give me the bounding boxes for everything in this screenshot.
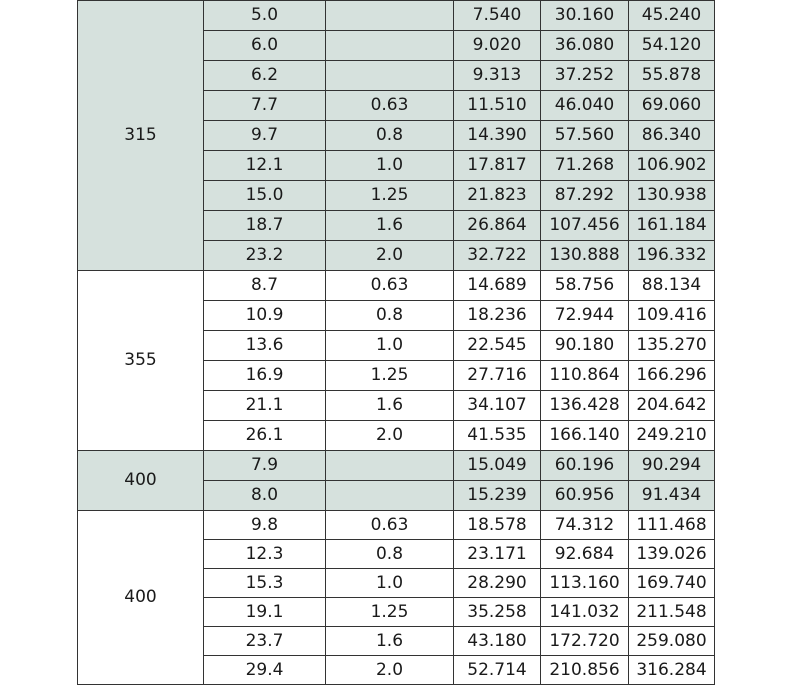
table-cell: 45.240 — [629, 1, 715, 31]
table-cell: 18.236 — [454, 301, 541, 331]
table-cell: 90.180 — [541, 331, 629, 361]
table-cell: 259.080 — [629, 627, 715, 656]
table-cell: 34.107 — [454, 391, 541, 421]
group-cell: 400 — [78, 451, 204, 511]
table-cell: 36.080 — [541, 31, 629, 61]
table-cell: 43.180 — [454, 627, 541, 656]
table-cell: 1.0 — [326, 569, 454, 598]
table-cell: 106.902 — [629, 151, 715, 181]
table-cell: 30.160 — [541, 1, 629, 31]
table-cell: 23.7 — [204, 627, 326, 656]
table-cell: 23.2 — [204, 241, 326, 271]
table-cell: 92.684 — [541, 540, 629, 569]
table-cell: 135.270 — [629, 331, 715, 361]
table-cell: 41.535 — [454, 421, 541, 451]
table-cell: 6.2 — [204, 61, 326, 91]
table-cell: 1.0 — [326, 151, 454, 181]
spec-table — [77, 0, 715, 685]
table-cell: 46.040 — [541, 91, 629, 121]
table-cell: 1.6 — [326, 211, 454, 241]
spec-table-body — [78, 1, 715, 685]
table-cell: 8.7 — [204, 271, 326, 301]
table-cell: 87.292 — [541, 181, 629, 211]
table-row — [78, 511, 715, 540]
table-cell: 130.888 — [541, 241, 629, 271]
table-cell: 17.817 — [454, 151, 541, 181]
table-cell: 19.1 — [204, 598, 326, 627]
table-cell: 8.0 — [204, 481, 326, 511]
table-cell: 1.25 — [326, 181, 454, 211]
table-cell: 69.060 — [629, 91, 715, 121]
group-cell: 400 — [78, 511, 204, 685]
table-cell: 35.258 — [454, 598, 541, 627]
table-cell: 23.171 — [454, 540, 541, 569]
table-cell: 2.0 — [326, 421, 454, 451]
table-cell — [326, 31, 454, 61]
table-cell: 28.290 — [454, 569, 541, 598]
table-cell: 113.160 — [541, 569, 629, 598]
table-cell: 1.0 — [326, 331, 454, 361]
table-cell: 7.9 — [204, 451, 326, 481]
table-cell: 0.8 — [326, 121, 454, 151]
table-cell: 139.026 — [629, 540, 715, 569]
table-cell: 1.6 — [326, 391, 454, 421]
table-cell: 58.756 — [541, 271, 629, 301]
table-cell: 9.7 — [204, 121, 326, 151]
table-cell — [326, 481, 454, 511]
table-cell: 14.689 — [454, 271, 541, 301]
table-cell: 166.296 — [629, 361, 715, 391]
table-cell: 18.578 — [454, 511, 541, 540]
table-row — [78, 451, 715, 481]
table-cell: 88.134 — [629, 271, 715, 301]
table-cell: 74.312 — [541, 511, 629, 540]
table-cell: 0.63 — [326, 271, 454, 301]
table-cell: 21.823 — [454, 181, 541, 211]
table-cell: 1.25 — [326, 361, 454, 391]
table-cell: 12.3 — [204, 540, 326, 569]
table-cell: 136.428 — [541, 391, 629, 421]
table-cell: 204.642 — [629, 391, 715, 421]
table-cell: 29.4 — [204, 656, 326, 685]
table-cell: 32.722 — [454, 241, 541, 271]
table-cell: 86.340 — [629, 121, 715, 151]
table-cell: 60.956 — [541, 481, 629, 511]
group-cell: 355 — [78, 271, 204, 451]
table-cell: 1.6 — [326, 627, 454, 656]
table-cell: 0.8 — [326, 540, 454, 569]
table-cell: 9.020 — [454, 31, 541, 61]
table-cell: 2.0 — [326, 241, 454, 271]
table-cell: 316.284 — [629, 656, 715, 685]
table-cell: 37.252 — [541, 61, 629, 91]
table-cell: 0.63 — [326, 511, 454, 540]
table-cell: 14.390 — [454, 121, 541, 151]
table-cell: 211.548 — [629, 598, 715, 627]
table-cell: 21.1 — [204, 391, 326, 421]
table-cell: 54.120 — [629, 31, 715, 61]
table-cell: 111.468 — [629, 511, 715, 540]
group-cell: 315 — [78, 1, 204, 271]
table-cell: 15.3 — [204, 569, 326, 598]
table-cell: 249.210 — [629, 421, 715, 451]
table-cell: 9.313 — [454, 61, 541, 91]
table-cell: 12.1 — [204, 151, 326, 181]
table-cell: 7.540 — [454, 1, 541, 31]
table-cell: 22.545 — [454, 331, 541, 361]
table-cell: 71.268 — [541, 151, 629, 181]
table-cell: 169.740 — [629, 569, 715, 598]
table-cell: 172.720 — [541, 627, 629, 656]
table-cell: 13.6 — [204, 331, 326, 361]
table-cell: 107.456 — [541, 211, 629, 241]
table-cell: 27.716 — [454, 361, 541, 391]
table-cell — [326, 451, 454, 481]
table-cell: 26.1 — [204, 421, 326, 451]
table-cell: 55.878 — [629, 61, 715, 91]
table-row — [78, 1, 715, 31]
table-cell: 52.714 — [454, 656, 541, 685]
table-cell: 1.25 — [326, 598, 454, 627]
table-cell: 110.864 — [541, 361, 629, 391]
table-cell: 7.7 — [204, 91, 326, 121]
table-cell: 196.332 — [629, 241, 715, 271]
table-cell: 141.032 — [541, 598, 629, 627]
table-cell: 0.63 — [326, 91, 454, 121]
table-cell: 6.0 — [204, 31, 326, 61]
table-cell: 57.560 — [541, 121, 629, 151]
table-cell: 15.0 — [204, 181, 326, 211]
table-cell: 0.8 — [326, 301, 454, 331]
table-cell: 5.0 — [204, 1, 326, 31]
table-cell: 91.434 — [629, 481, 715, 511]
table-cell: 26.864 — [454, 211, 541, 241]
table-cell: 130.938 — [629, 181, 715, 211]
table-cell: 210.856 — [541, 656, 629, 685]
table-cell: 11.510 — [454, 91, 541, 121]
table-cell: 15.049 — [454, 451, 541, 481]
table-cell: 60.196 — [541, 451, 629, 481]
table-cell: 72.944 — [541, 301, 629, 331]
table-cell: 16.9 — [204, 361, 326, 391]
table-cell: 2.0 — [326, 656, 454, 685]
table-cell: 109.416 — [629, 301, 715, 331]
table-cell: 15.239 — [454, 481, 541, 511]
table-cell: 9.8 — [204, 511, 326, 540]
table-cell: 166.140 — [541, 421, 629, 451]
table-cell — [326, 1, 454, 31]
table-cell: 18.7 — [204, 211, 326, 241]
table-cell: 90.294 — [629, 451, 715, 481]
table-row — [78, 271, 715, 301]
table-cell: 10.9 — [204, 301, 326, 331]
table-cell — [326, 61, 454, 91]
table-cell: 161.184 — [629, 211, 715, 241]
